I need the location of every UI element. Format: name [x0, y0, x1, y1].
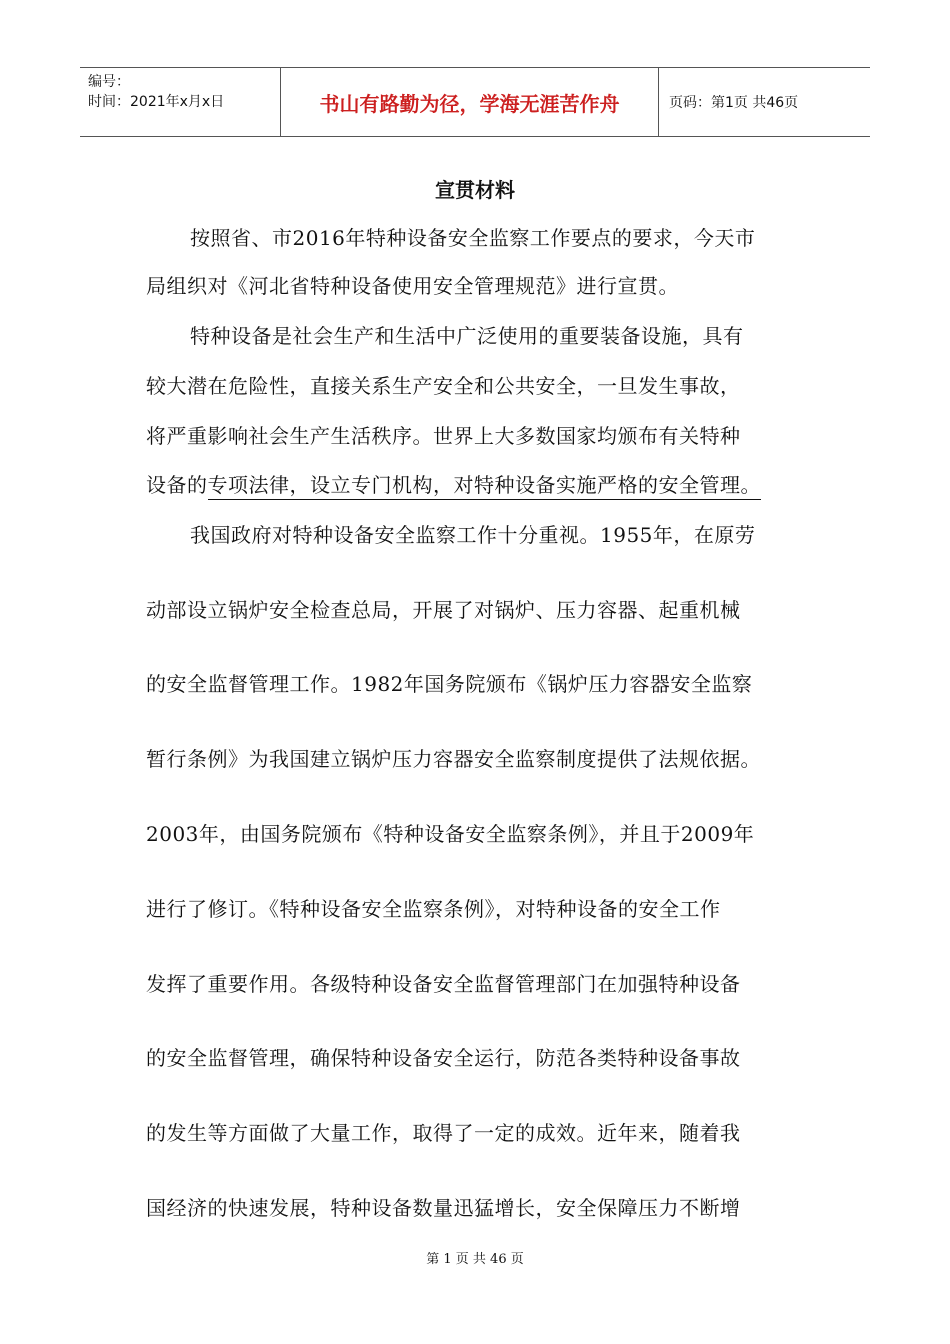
body-line-2: 局组织对《河北省特种设备使用安全管理规范》进行宣贯。: [146, 274, 679, 298]
header-info-cell: [80, 68, 281, 136]
body-line-14: 的安全监督管理，确保特种设备安全运行，防范各类特种设备事故: [146, 1046, 741, 1070]
body-line-3: 特种设备是社会生产和生活中广泛使用的重要装备设施，具有: [190, 324, 744, 348]
body-line-10: 暂行条例》为我国建立锅炉压力容器安全监察制度提供了法规依据。: [146, 747, 761, 771]
body-line-13: 发挥了重要作用。各级特种设备安全监督管理部门在加强特种设备: [146, 972, 741, 996]
body-line-9: 的安全监督管理工作。1982年国务院颁布《锅炉压力容器安全监察: [146, 672, 753, 696]
body-line-15: 的发生等方面做了大量工作，取得了一定的成效。近年来，随着我: [146, 1121, 741, 1145]
document-title: 宣贯材料: [435, 178, 515, 202]
header-page-label: 页码：第1页 共46页: [669, 95, 799, 111]
body-line-7: 我国政府对特种设备安全监察工作十分重视。1955年，在原劳: [190, 523, 756, 547]
header-table: [80, 67, 870, 137]
body-line-6: [146, 469, 761, 498]
page-footer: 第 1 页 共 46 页: [426, 1252, 524, 1267]
body-line-6-start: 设备的: [146, 473, 208, 497]
body-line-16: 国经济的快速发展，特种设备数量迅猛增长，安全保障压力不断增: [146, 1196, 741, 1220]
body-line-4: 较大潜在危险性，直接关系生产安全和公共安全，一旦发生事故，: [146, 374, 741, 398]
body-line-5: 将严重影响社会生产生活秩序。世界上大多数国家均颁布有关特种: [146, 424, 741, 448]
header-motto: 书山有路勤为径，学海无涯苦作舟: [281, 68, 659, 136]
body-line-8: 动部设立锅炉安全检查总局，开展了对锅炉、压力容器、起重机械: [146, 598, 741, 622]
body-line-1: 按照省、市2016年特种设备安全监察工作要点的要求，今天市: [190, 226, 756, 250]
document-number-label: 编号：: [88, 74, 130, 90]
underlined-phrase: 专项法律，设立专门机构，对特种设备实施严格的安全管理。: [208, 473, 762, 500]
body-line-11: 2003年，由国务院颁布《特种设备安全监察条例》，并且于2009年: [146, 822, 755, 846]
body-line-12: 进行了修订。《特种设备安全监察条例》，对特种设备的安全工作: [146, 897, 721, 921]
document-date-label: 时间：2021年x月x日: [88, 94, 225, 110]
